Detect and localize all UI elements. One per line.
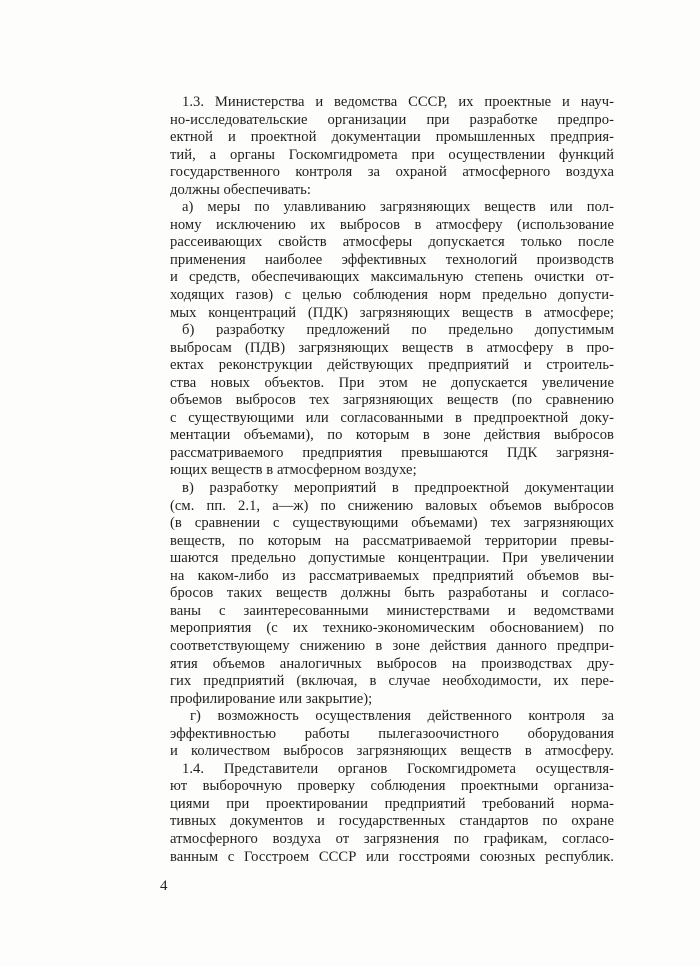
text-line: тивных документов и государственных стандартов по охране xyxy=(170,813,614,830)
text-line: ства новых объектов. При этом не допускается увеличение xyxy=(170,374,614,391)
text-line: атмосферного воздуха от загрязнения по графикам, согласо- xyxy=(170,830,614,847)
text-line: мероприятия (с их технико-экономическим обоснованием) по xyxy=(170,620,614,637)
page-number: 4 xyxy=(160,878,168,894)
text-line: соответствующему снижению в зоне действия данного предпри- xyxy=(170,637,614,654)
text-line: гих предприятий (включая, в случае необходимости, их пере- xyxy=(170,673,614,690)
text-line: циями при проектировании предприятий требований норма- xyxy=(170,795,614,812)
text-line: должны обеспечивать: xyxy=(170,181,311,198)
text-line: веществ, по которым на рассматриваемой территории превы- xyxy=(170,532,614,549)
text-line: и средств, обеспечивающих максимальную степень очистки от- xyxy=(170,269,614,286)
text-line: тий, а органы Госкомгидромета при осуществлении функций xyxy=(170,146,614,163)
text-line: (в сравнении с существующими объемами) тех загрязняющих xyxy=(170,515,614,532)
text-line: ходящих газов) с целью соблюдения норм предельно допусти- xyxy=(170,287,614,304)
text-line: эффективностью работы пылегазоочистного оборудования xyxy=(170,725,614,742)
text-line: государственного контроля за охраной атмосферного воздуха xyxy=(170,164,614,181)
text-line: ектах реконструкции действующих предприятий и строитель- xyxy=(170,357,614,374)
text-line: бросов таких веществ должны быть разработаны и согласо- xyxy=(170,585,614,602)
text-line: применения наиболее эффективных технологий производств xyxy=(170,251,614,268)
text-line: 1.4. Представители органов Госкомгидромета осуществля- xyxy=(182,760,614,777)
text-line: но-исследовательские организации при разработке предпро- xyxy=(170,111,614,128)
text-line: с существующими или согласованными в предпроектной доку- xyxy=(170,409,614,426)
text-line: (см. пп. 2.1, а—ж) по снижению валовых объемов выбросов xyxy=(170,497,614,514)
text-line: а) меры по улавливанию загрязняющих веществ или пол- xyxy=(182,199,614,216)
text-line: рассеивающих свойств атмосферы допускается только после xyxy=(170,234,614,251)
text-line: 1.3. Министерства и ведомства СССР, их проектные и науч- xyxy=(182,94,614,110)
text-line: рассматриваемого предприятия превышаются ПДК загрязня- xyxy=(170,444,614,461)
text-line: и количеством выбросов загрязняющих веществ в атмосферу. xyxy=(170,743,614,760)
text-line: выбросам (ПДВ) загрязняющих веществ в атмосферу в про- xyxy=(170,339,614,356)
text-line: ному исключению их выбросов в атмосферу (использование xyxy=(170,216,614,233)
text-line: г) возможность осуществления действенного контроля за xyxy=(190,708,614,725)
text-line: на каком-либо из рассматриваемых предприятий объемов вы- xyxy=(170,567,614,584)
text-line: ванным с Госстроем СССР или госстроями союзных республик. xyxy=(170,848,614,865)
text-line: ятия объемов аналогичных выбросов на производствах дру- xyxy=(170,655,614,672)
text-line: в) разработку мероприятий в предпроектной документации xyxy=(182,480,614,497)
text-line: ектной и проектной документации промышленных предприя- xyxy=(170,129,614,146)
text-line: ющих веществ в атмосферном воздухе; xyxy=(170,462,417,479)
text-line: шаются предельно допустимые концентрации. При увеличении xyxy=(170,550,614,567)
text-line: мых концентраций (ПДК) загрязняющих веществ в атмосфере; xyxy=(170,304,614,321)
text-line: ют выборочную проверку соблюдения проектными организа- xyxy=(170,778,614,795)
text-line: б) разработку предложений по предельно допустимым xyxy=(182,322,614,339)
text-line: профилирование или закрытие); xyxy=(170,690,373,707)
text-line: объемов выбросов тех загрязняющих веществ (по сравнению xyxy=(170,392,614,409)
body-text xyxy=(170,94,614,866)
text-line: ментации объемами), по которым в зоне действия выбросов xyxy=(170,427,614,444)
text-line: ваны с заинтересованными министерствами и ведомствами xyxy=(170,602,614,619)
